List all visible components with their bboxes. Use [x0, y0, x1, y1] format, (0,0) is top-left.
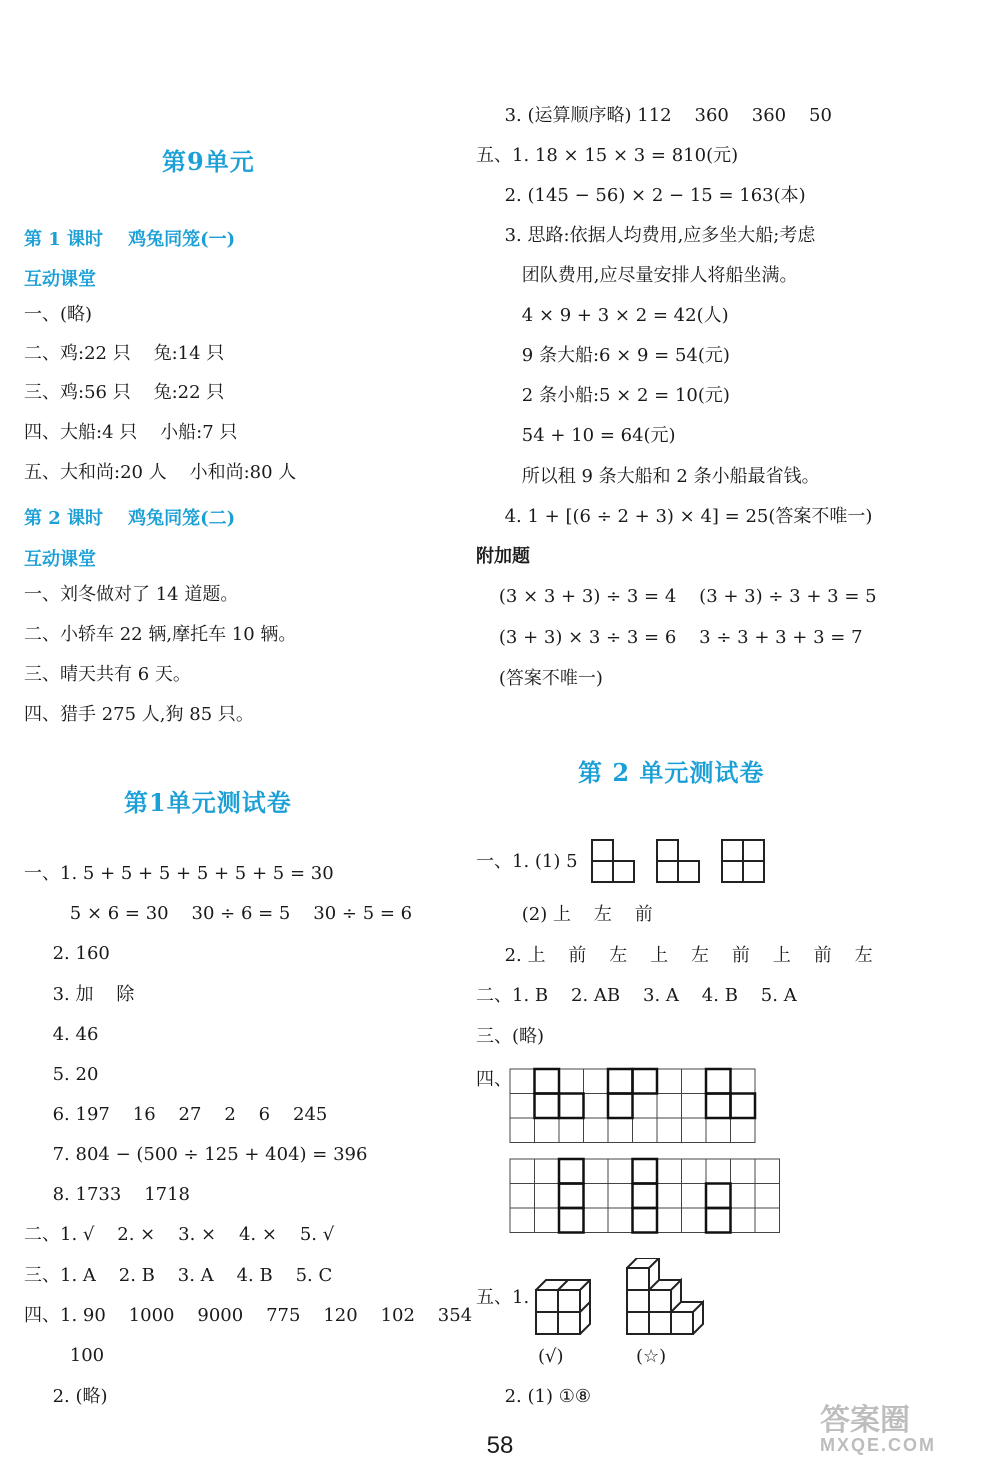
right-item: 4 × 9 + 3 × 2 = 42(人) — [476, 305, 729, 326]
right-item: 9 条大船:6 × 9 = 54(元) — [476, 345, 730, 366]
lesson2-item: 三、晴天共有 6 天。 — [24, 664, 191, 685]
q5-label: 五、1. — [476, 1287, 530, 1308]
grid-cell — [584, 1184, 609, 1209]
grid-cell — [706, 1208, 731, 1233]
grid-shaded-cell — [559, 1094, 584, 1119]
grid-cell — [608, 1118, 633, 1143]
test1-title: 第1单元测试卷 — [124, 788, 292, 817]
grid-cell — [657, 1184, 682, 1209]
page-number: 58 — [486, 1432, 514, 1459]
grid-shaded-cell — [706, 1069, 731, 1094]
grid-cell — [706, 1094, 731, 1119]
extra-title: 附加题 — [476, 546, 530, 567]
test1-item: 100 — [24, 1345, 105, 1366]
grid-cell — [584, 1208, 609, 1233]
grid-drawing-2 — [508, 1157, 786, 1235]
grid-cell — [584, 1094, 609, 1119]
grid-cell — [535, 1069, 560, 1094]
grid-shaded-cell — [731, 1094, 756, 1119]
grid-cell — [535, 1208, 560, 1233]
grid-cell — [731, 1184, 756, 1209]
grid-cell — [731, 1208, 756, 1233]
grid-cell — [559, 1094, 584, 1119]
grid-cell — [510, 1094, 535, 1119]
grid-shaded-cell — [706, 1208, 731, 1233]
grid-cell — [535, 1184, 560, 1209]
extra-item: (3 × 3 + 3) ÷ 3 = 4 (3 + 3) ÷ 3 + 3 = 5 — [476, 586, 877, 607]
grid-shaded-cell — [535, 1094, 560, 1119]
grid-cell — [682, 1069, 707, 1094]
lesson1-item: 二、鸡:22 只 兔:14 只 — [24, 343, 225, 364]
grid-cell — [559, 1208, 584, 1233]
test1-item: 三、1. A 2. B 3. A 4. B 5. C — [24, 1265, 333, 1286]
right-item: 团队费用,应尽量安排人将船坐满。 — [476, 265, 798, 286]
grid-cell — [706, 1118, 731, 1143]
grid-shaded-cell — [608, 1094, 633, 1119]
grid-cell — [682, 1094, 707, 1119]
unit9-title: 第9单元 — [162, 147, 255, 176]
grid-cell — [731, 1069, 756, 1094]
lesson1-title: 第 1 课时 鸡兔同笼(一) — [24, 229, 236, 250]
watermark-sub: MXQE.COM — [820, 1435, 937, 1455]
grid-cell — [657, 1118, 682, 1143]
grid-shaded-cell — [608, 1069, 633, 1094]
test1-item: 4. 46 — [24, 1024, 99, 1045]
grid-cell — [706, 1159, 731, 1184]
grid-cell — [559, 1184, 584, 1209]
right-item: 所以租 9 条大船和 2 条小船最省钱。 — [476, 466, 820, 487]
grid-cell — [535, 1118, 560, 1143]
right-item: 2. (145 − 56) × 2 − 15 = 163(本) — [476, 185, 806, 206]
q1-part3: 2. 上 前 左 上 左 前 上 前 左 — [476, 945, 873, 966]
test1-item: 四、1. 90 1000 9000 775 120 102 354 — [24, 1305, 473, 1326]
grid-shaded-cell — [633, 1208, 658, 1233]
right-item: 2 条小船:5 × 2 = 10(元) — [476, 385, 730, 406]
right-item: 54 + 10 = 64(元) — [476, 425, 676, 446]
grid-cell — [755, 1159, 780, 1184]
cube-figures — [532, 1258, 712, 1340]
lesson2-item: 一、刘冬做对了 14 道题。 — [24, 584, 239, 605]
grid-cell — [706, 1069, 731, 1094]
grid-shaded-cell — [535, 1069, 560, 1094]
cube-mark-check: (√) — [538, 1346, 564, 1367]
grid-cell — [682, 1184, 707, 1209]
watermark-logo — [820, 1395, 936, 1456]
grid-cell — [559, 1159, 584, 1184]
lesson2-item: 二、小轿车 22 辆,摩托车 10 辆。 — [24, 624, 297, 645]
grid-cell — [608, 1094, 633, 1119]
grid-cell — [657, 1069, 682, 1094]
test1-item: 7. 804 − (500 ÷ 125 + 404) = 396 — [24, 1144, 368, 1165]
grid-cell — [682, 1208, 707, 1233]
grid-cell — [510, 1118, 535, 1143]
grid-cell — [510, 1184, 535, 1209]
right-item: 4. 1 + [(6 ÷ 2 + 3) × 4] = 25(答案不唯一) — [476, 506, 873, 527]
lesson2-section: 互动课堂 — [24, 549, 96, 570]
lesson2-item: 四、猎手 275 人,狗 85 只。 — [24, 704, 254, 725]
lesson1-item: 三、鸡:56 只 兔:22 只 — [24, 382, 225, 403]
grid-cell — [510, 1069, 535, 1094]
test1-item: 2. (略) — [24, 1386, 108, 1407]
cube-mark-star: (☆) — [636, 1346, 667, 1367]
grid-cell — [633, 1159, 658, 1184]
grid-cell — [510, 1208, 535, 1233]
grid-cell — [731, 1118, 756, 1143]
grid-shaded-cell — [633, 1069, 658, 1094]
grid-cell — [657, 1094, 682, 1119]
lesson1-item: 一、(略) — [24, 304, 93, 325]
grid-cell — [633, 1094, 658, 1119]
grid-cell — [633, 1069, 658, 1094]
test1-item: 5 × 6 = 30 30 ÷ 6 = 5 30 ÷ 5 = 6 — [24, 903, 413, 924]
grid-drawing-1 — [508, 1067, 760, 1145]
grid-cell — [755, 1184, 780, 1209]
watermark-main: 答案圈 — [820, 1404, 910, 1437]
lesson1-section: 互动课堂 — [24, 269, 96, 290]
grid-shaded-cell — [706, 1094, 731, 1119]
test2-title: 第 2 单元测试卷 — [578, 758, 765, 787]
grid-cell — [657, 1208, 682, 1233]
grid-cell — [633, 1184, 658, 1209]
grid-cell — [633, 1208, 658, 1233]
grid-cell — [682, 1118, 707, 1143]
grid-cell — [657, 1159, 682, 1184]
test1-item: 5. 20 — [24, 1064, 99, 1085]
right-item: 五、1. 18 × 15 × 3 = 810(元) — [476, 145, 739, 166]
test1-item: 二、1. √ 2. × 3. × 4. × 5. √ — [24, 1224, 335, 1245]
lesson2-title: 第 2 课时 鸡兔同笼(二) — [24, 508, 236, 529]
grid-cell — [755, 1208, 780, 1233]
lesson1-item: 四、大船:4 只 小船:7 只 — [24, 422, 238, 443]
q4-label: 四、 — [476, 1069, 512, 1090]
grid-cell — [608, 1208, 633, 1233]
grid-cell — [608, 1184, 633, 1209]
test1-item: 2. 160 — [24, 943, 110, 964]
q5-part2: 2. (1) ①⑧ — [476, 1386, 591, 1407]
grid-cell — [584, 1069, 609, 1094]
grid-cell — [731, 1094, 756, 1119]
grid-shaded-cell — [633, 1184, 658, 1209]
three-views-figure — [590, 838, 770, 884]
extra-item: (3 + 3) × 3 ÷ 3 = 6 3 ÷ 3 + 3 + 3 = 7 — [476, 627, 863, 648]
q2-answers: 二、1. B 2. AB 3. A 4. B 5. A — [476, 985, 797, 1006]
grid-cell — [584, 1159, 609, 1184]
right-item: 3. 思路:依据人均费用,应多坐大船;考虑 — [476, 225, 816, 246]
test1-item: 一、1. 5 + 5 + 5 + 5 + 5 + 5 = 30 — [24, 863, 334, 884]
q3-answer: 三、(略) — [476, 1026, 545, 1047]
grid-shaded-cell — [706, 1184, 731, 1209]
grid-cell — [608, 1069, 633, 1094]
grid-cell — [559, 1069, 584, 1094]
grid-cell — [535, 1094, 560, 1119]
grid-cell — [608, 1159, 633, 1184]
grid-cell — [535, 1159, 560, 1184]
grid-shaded-cell — [559, 1208, 584, 1233]
grid-cell — [682, 1159, 707, 1184]
extra-item: (答案不唯一) — [476, 668, 603, 689]
right-item: 3. (运算顺序略) 112 360 360 50 — [476, 105, 832, 126]
grid-cell — [633, 1118, 658, 1143]
grid-cell — [510, 1159, 535, 1184]
test1-item: 3. 加 除 — [24, 984, 135, 1005]
grid-cell — [706, 1184, 731, 1209]
grid-cell — [584, 1118, 609, 1143]
q1-part2: (2) 上 左 前 — [476, 904, 653, 925]
test1-item: 6. 197 16 27 2 6 245 — [24, 1104, 328, 1125]
lesson1-item: 五、大和尚:20 人 小和尚:80 人 — [24, 462, 297, 483]
test1-item: 8. 1733 1718 — [24, 1184, 191, 1205]
grid-shaded-cell — [559, 1159, 584, 1184]
grid-cell — [559, 1118, 584, 1143]
grid-shaded-cell — [559, 1184, 584, 1209]
q1-part1: 一、1. (1) 5 — [476, 851, 578, 872]
grid-cell — [731, 1159, 756, 1184]
grid-shaded-cell — [633, 1159, 658, 1184]
